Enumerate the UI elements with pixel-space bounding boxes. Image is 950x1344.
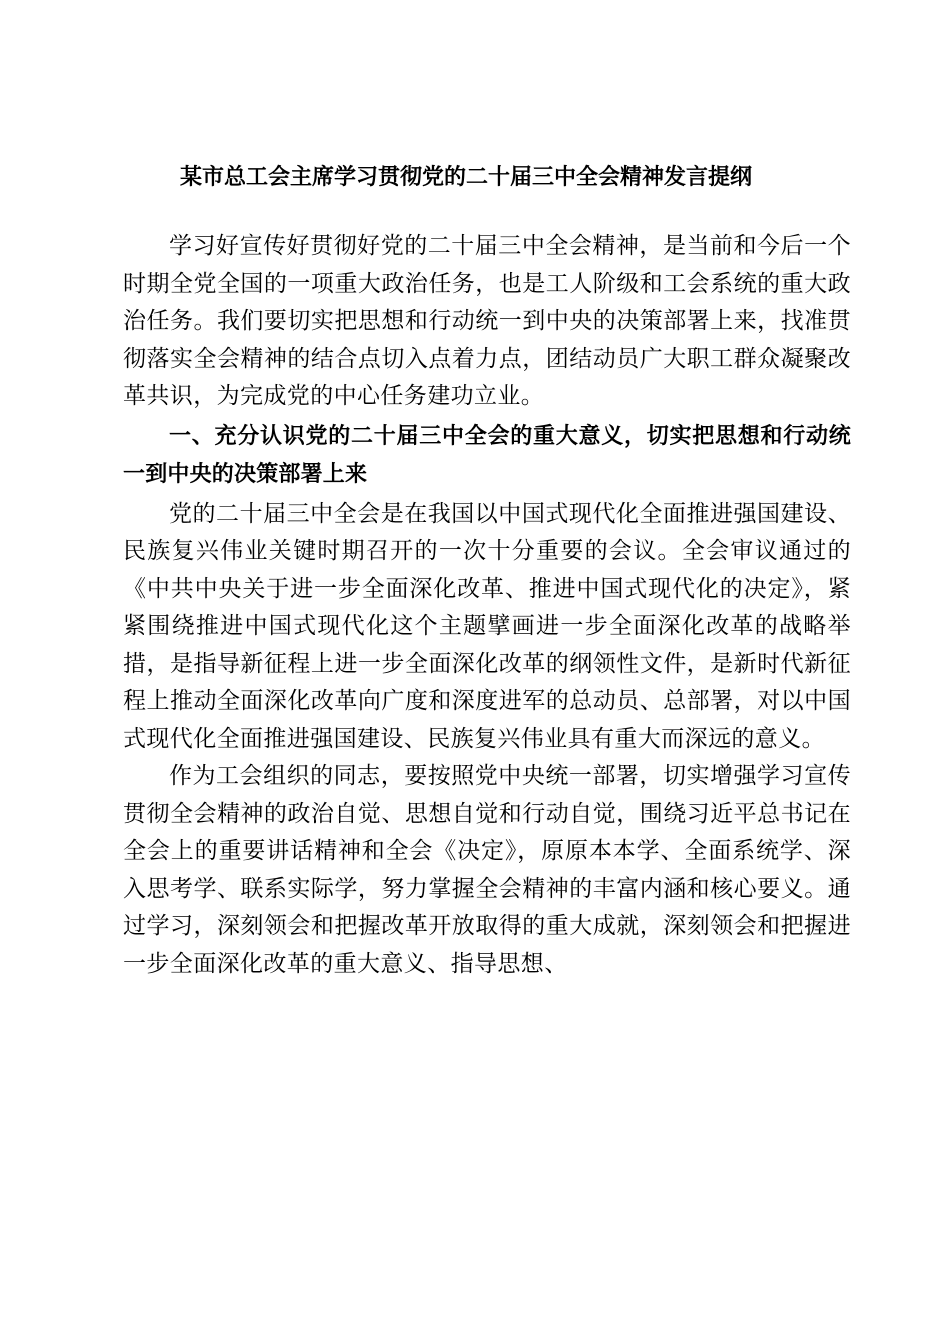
section-heading-1: 一、充分认识党的二十届三中全会的重大意义，切实把思想和行动统一到中央的决策部署上来 <box>123 423 851 487</box>
body-paragraph-1: 党的二十届三中全会是在我国以中国式现代化全面推进强国建设、民族复兴伟业关键时期召开的一次十分重要的会议。全会审议通过的《中共中央关于进一步全面深化改革、推进中国式现代化的决定》，紧紧围绕推进中国式现代化这个主题擘画进一步全面深化改革的战略举措，是指导新征程上进一步全面深化改革的纲领性文件，是新时代新征程上推动全面深化改革向广度和深度进军的总动员、总部署，对以中国式现代化全面推进强国建设、民族复兴伟业具有重大而深远的意义。 <box>123 500 851 752</box>
intro-paragraph: 学习好宣传好贯彻好党的二十届三中全会精神，是当前和今后一个时期全党全国的一项重大政治任务，也是工人阶级和工会系统的重大政治任务。我们要切实把思想和行动统一到中央的决策部署上来，找准贯彻落实全会精神的结合点切入点着力点，团结动员广大职工群众凝聚改革共识，为完成党的中心任务建功立业。 <box>123 233 851 409</box>
document-title: 某市总工会主席学习贯彻党的二十届三中全会精神发言提纲 <box>180 165 753 190</box>
body-paragraph-2: 作为工会组织的同志，要按照党中央统一部署，切实增强学习宣传贯彻全会精神的政治自觉、思想自觉和行动自觉，围绕习近平总书记在全会上的重要讲话精神和全会《决定》，原原本本学、全面系统学、深入思考学、联系实际学，努力掌握全会精神的丰富内涵和核心要义。通过学习，深刻领会和把握改革开放取得的重大成就，深刻领会和把握进一步全面深化改革的重大意义、指导思想、 <box>123 763 851 977</box>
document-body <box>123 228 851 983</box>
